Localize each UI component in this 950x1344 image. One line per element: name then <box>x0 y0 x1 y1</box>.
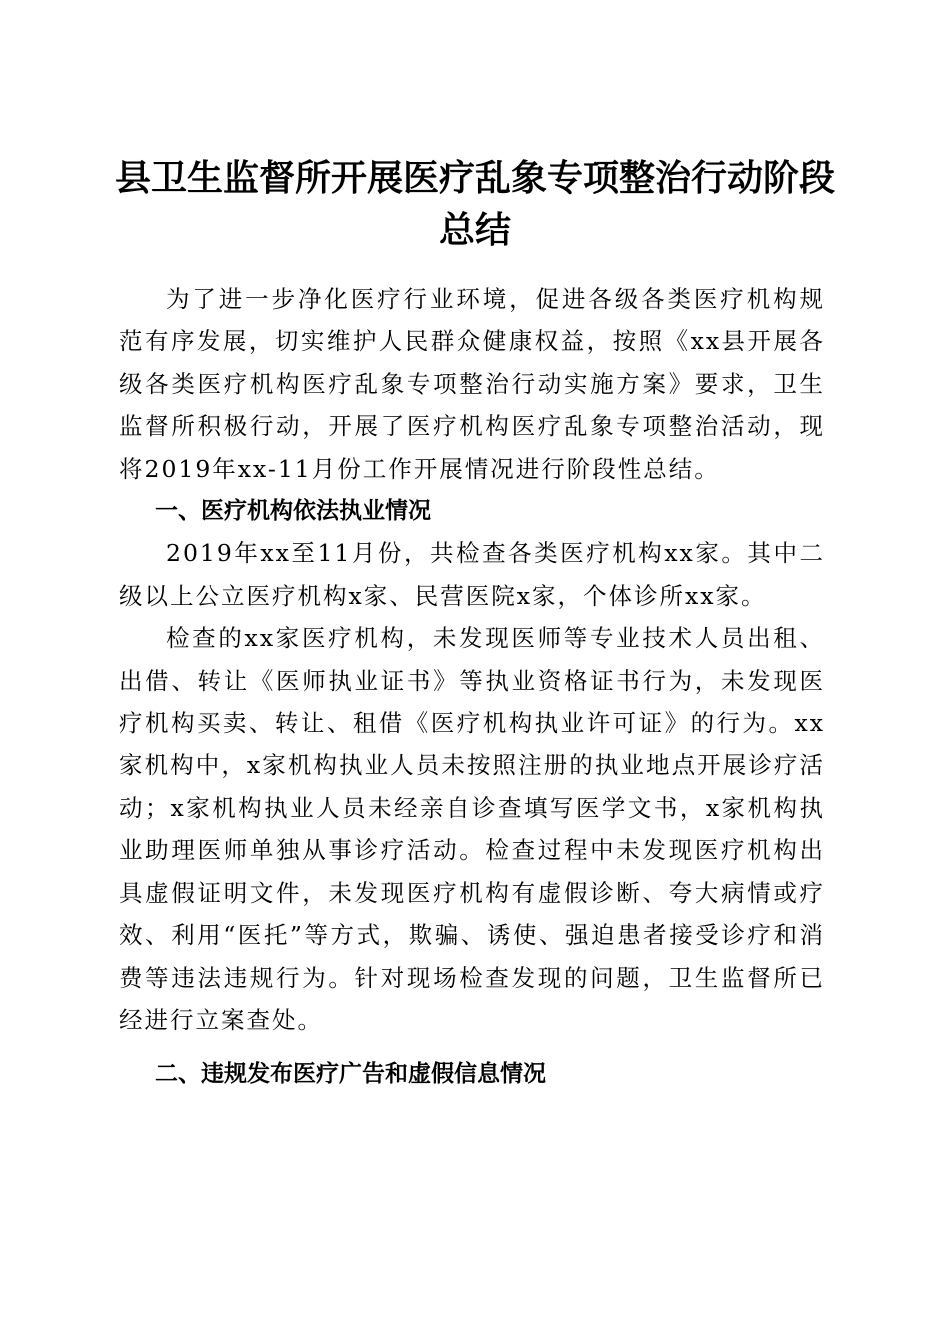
section-heading-1: 一、医疗机构依法执业情况 <box>155 498 431 525</box>
section1-paragraph-1: 2019年xx至11月份，共检查各类医疗机构xx家。其中二级以上公立医疗机构x家、民营医院x家，个体诊所xx家。 <box>119 539 825 610</box>
title-line-2: 总结 <box>438 209 511 252</box>
section1-paragraph-2: 检查的xx家医疗机构，未发现医师等专业技术人员出租、出借、转让《医师执业证书》等执业资格证书行为，未发现医疗机构买卖、转让、租借《医疗机构执业许可证》的行为。xx家机构中，x家机构执业人员未按照注册的执业地点开展诊疗活动；x家机构执业人员未经亲自诊查填写医学文书，x家机构执业助理医师单独从事诊疗活动。检查过程中未发现医疗机构出具虚假证明文件，未发现医疗机构有虚假诊断、夸大病情或疗效、利用“医托”等方式，欺骗、诱使、强迫患者接受诊疗和消费等违法违规行为。针对现场检查发现的问题，卫生监督所已经进行立案查处。 <box>119 624 825 1034</box>
section-heading-2: 二、违规发布医疗广告和虚假信息情况 <box>155 1061 546 1088</box>
title-line-1: 县卫生监督所开展医疗乱象专项整治行动阶段 <box>114 157 835 200</box>
document-title <box>100 152 850 256</box>
intro-paragraph: 为了进一步净化医疗行业环境，促进各级各类医疗机构规范有序发展，切实维护人民群众健康权益，按照《xx县开展各级各类医疗机构医疗乱象专项整治行动实施方案》要求，卫生监督所积极行动，开展了医疗机构医疗乱象专项整治活动，现将2019年xx-11月份工作开展情况进行阶段性总结。 <box>119 285 825 483</box>
document-body <box>119 278 825 1096</box>
